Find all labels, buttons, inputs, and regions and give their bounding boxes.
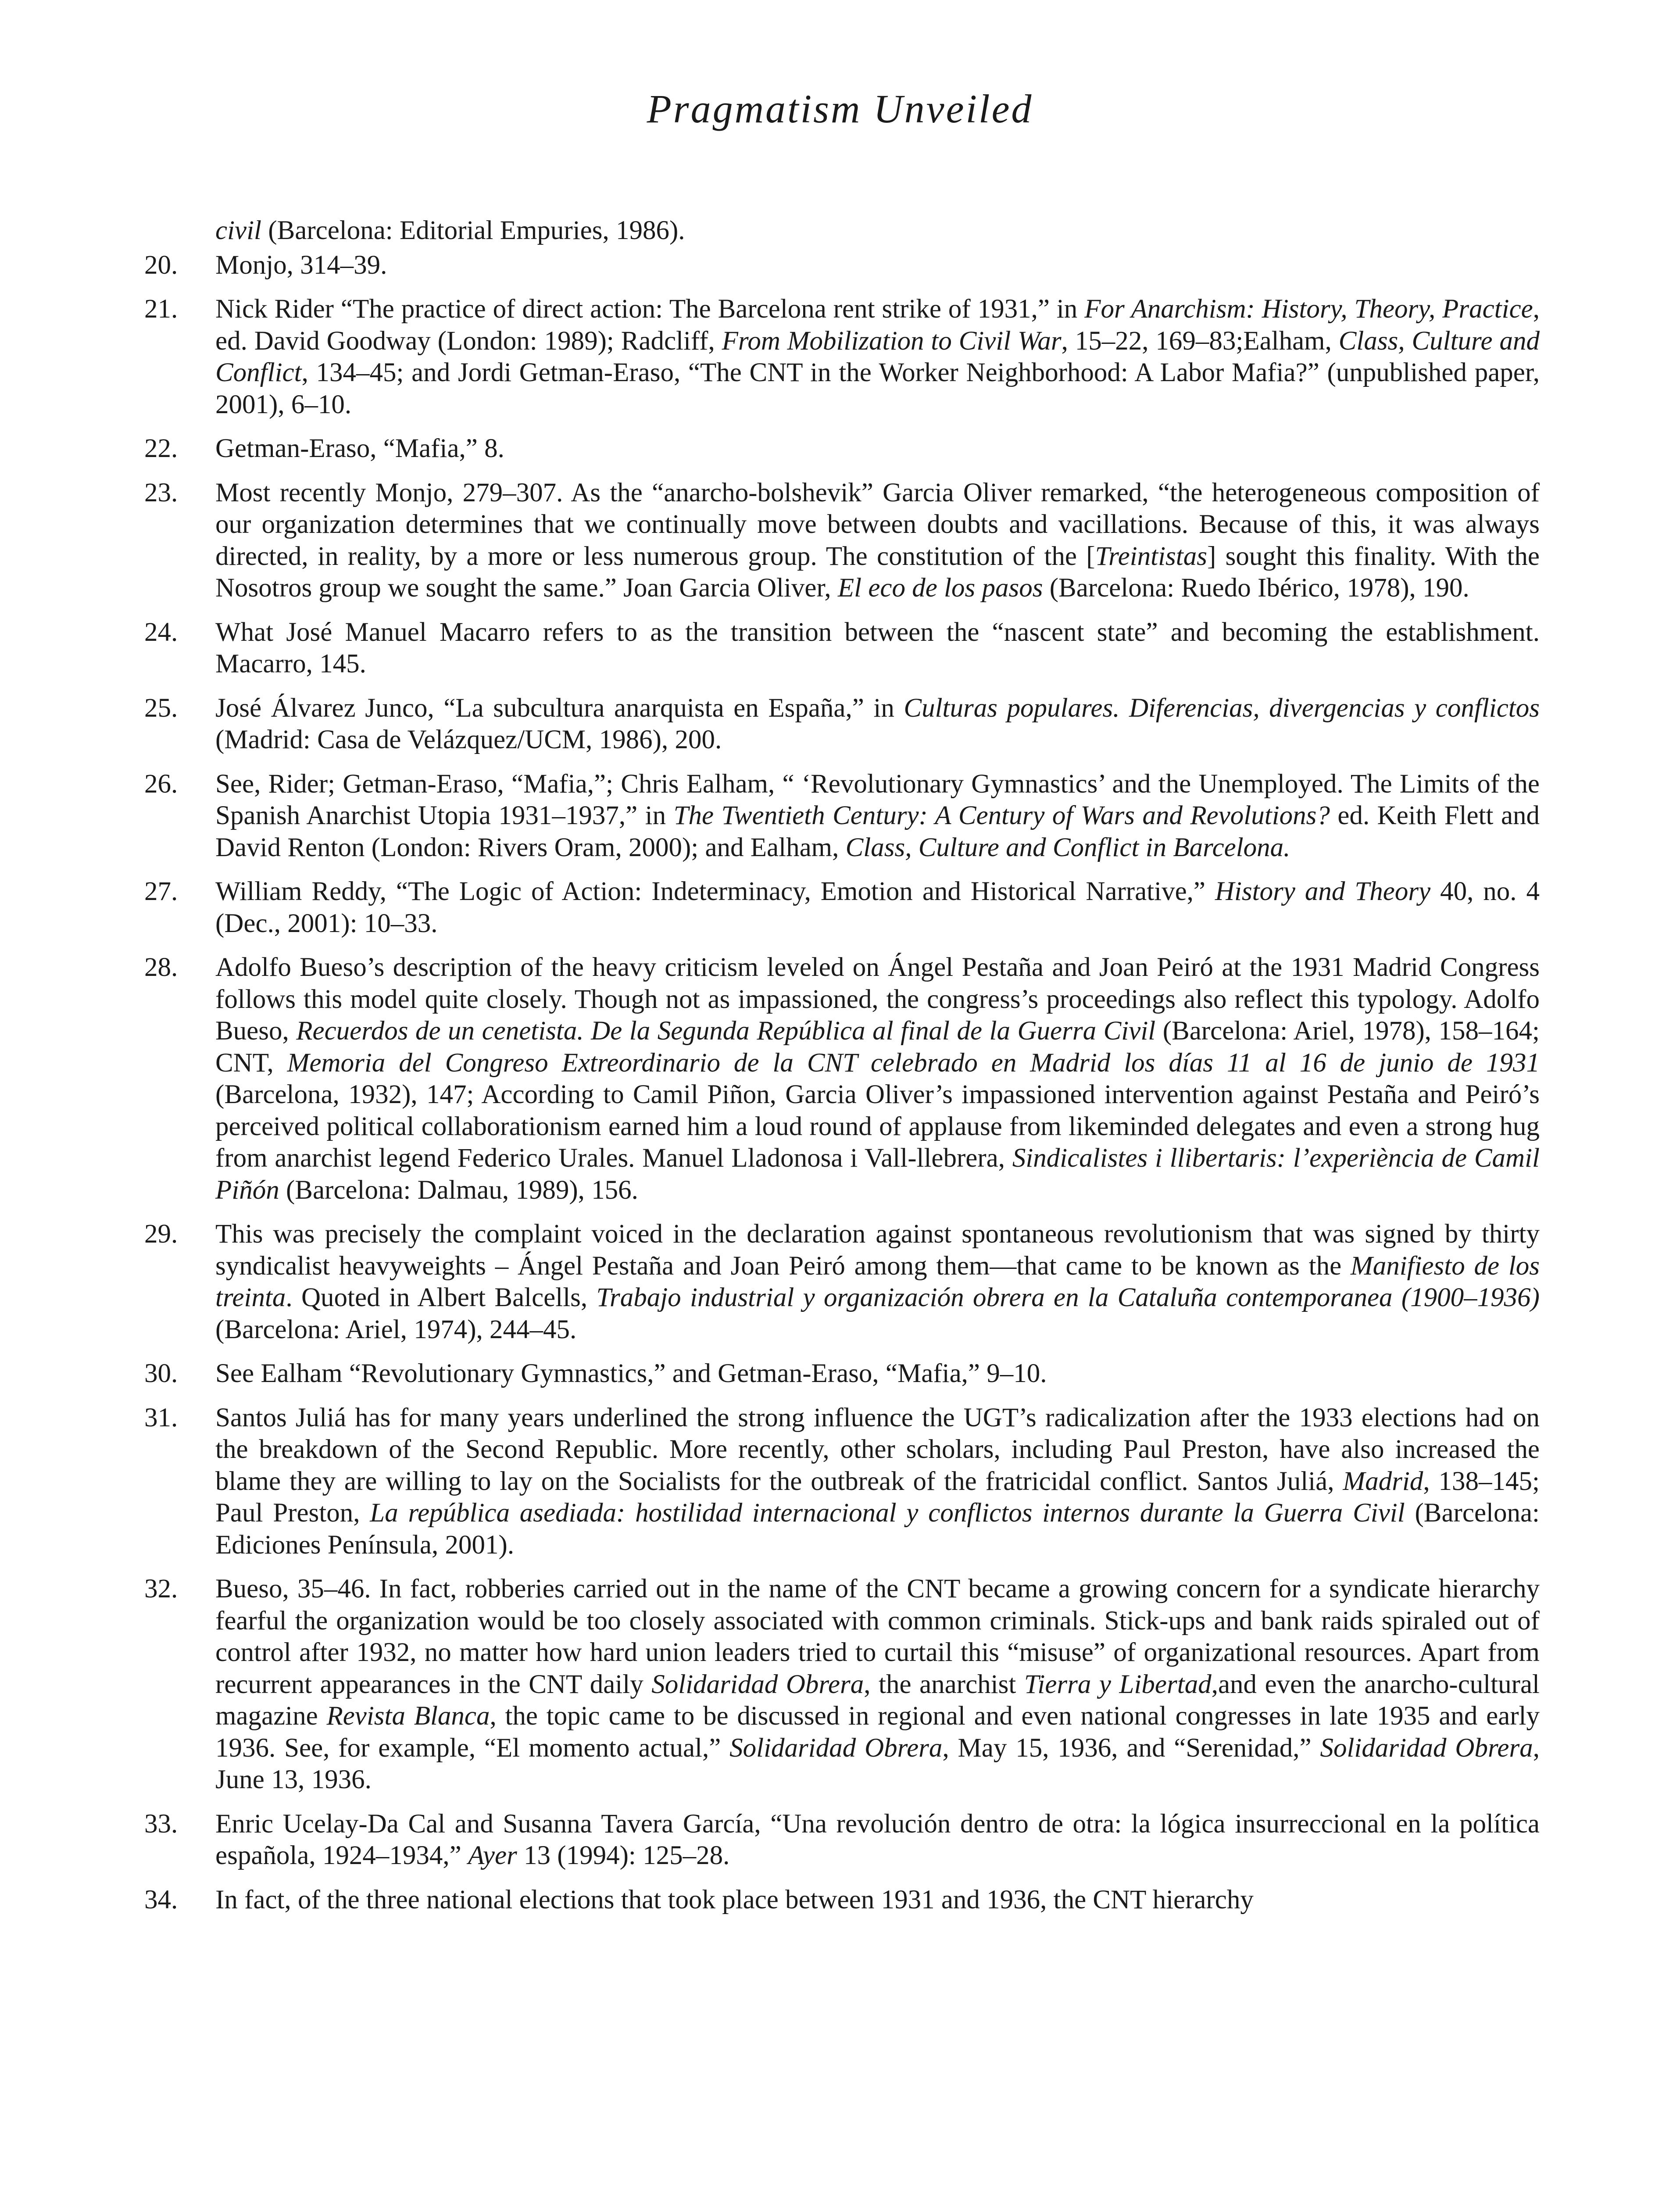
endnote-text: See, Rider; Getman-Eraso, “Mafia,”; Chris Ealham, “ ‘Revolutionary Gymnastics’ and the Unemployed. The Limits of the Spanish Anarchist Utopia 1931–1937,” in The Twentieth Century: A Century of Wars and Revolutions? ed. Keith Flett and David Renton (London: Rivers Oram, 2000); and Ealham, Class, Culture and Conflict in Barcelona. — [215, 769, 1540, 862]
endnote — [144, 250, 1540, 282]
endnote-text: What José Manuel Macarro refers to as the transition between the “nascent state” and becoming the establishment. Macarro, 145. — [215, 617, 1540, 679]
endnote — [144, 1808, 1540, 1872]
endnote-text: Getman-Eraso, “Mafia,” 8. — [215, 434, 504, 463]
endnote-text: Most recently Monjo, 279–307. As the “anarcho-bolshevik” Garcia Oliver remarked, “the heterogeneous composition of our organization determines that we continually move between doubts and vacillations. Because of this, it was always directed, in reality, by a more or less numerous group. The constitution of the [Treintistas] sought this finality. With the Nosotros group we sought the same.” Joan Garcia Oliver, El eco de los pasos (Barcelona: Ruedo Ibérico, 1978), 190. — [215, 478, 1540, 603]
endnote-number: 24. — [144, 617, 178, 647]
endnote-number: 26. — [144, 769, 178, 799]
endnote — [144, 768, 1540, 864]
endnote-text: Nick Rider “The practice of direct action: The Barcelona rent strike of 1931,” in For Anarchism: History, Theory, Practice, ed. David Goodway (London: 1989); Radcliff, From Mobilization to Civil War, 15–22, 169–83;Ealham, Class, Culture and Conflict, 134–45; and Jordi Getman-Eraso, “The CNT in the Worker Neighborhood: A Labor Mafia?” (unpublished paper, 2001), 6–10. — [215, 294, 1540, 419]
endnote-text: Adolfo Bueso’s description of the heavy criticism leveled on Ángel Pestaña and Joan Peiró at the 1931 Madrid Congress follows this model quite closely. Though not as impassioned, the congress’s proceedings also reflect this typology. Adolfo Bueso, Recuerdos de un cenetista. De la Segunda República al final de la Guerra Civil (Barcelona: Ariel, 1978), 158–164; CNT, Memoria del Congreso Extreordinario de la CNT celebrado en Madrid los días 11 al 16 de junio de 1931 (Barcelona, 1932), 147; According to Camil Piñon, Garcia Oliver’s impassioned intervention against Pestaña and Peiró’s perceived political collaborationism earned him a loud round of applause from likeminded delegates and even a strong hug from anarchist legend Federico Urales. Manuel Lladonosa i Vall-llebrera, Sindicalistes i llibertaris: l’experiència de Camil Piñón (Barcelona: Dalmau, 1989), 156. — [215, 953, 1540, 1205]
endnote-text: William Reddy, “The Logic of Action: Indeterminacy, Emotion and Historical Narrative,” History and Theory 40, no. 4 (Dec., 2001): 10–33. — [215, 877, 1540, 938]
endnote-number: 32. — [144, 1574, 178, 1604]
endnote — [144, 952, 1540, 1206]
endnote-number: 22. — [144, 434, 178, 463]
endnote-continuation — [195, 215, 1540, 247]
endnote-number: 33. — [144, 1809, 178, 1839]
endnote-number: 31. — [144, 1403, 178, 1432]
endnote-number: 27. — [144, 877, 178, 906]
endnote — [144, 1402, 1540, 1561]
endnote — [144, 617, 1540, 680]
endnote-text: José Álvarez Junco, “La subcultura anarquista en España,” in Culturas populares. Diferencias, divergencias y conflictos (Madrid: Casa de Velázquez/UCM, 1986), 200. — [215, 693, 1540, 754]
endnote-text: Monjo, 314–39. — [215, 250, 387, 280]
endnote — [144, 1884, 1540, 1916]
endnote — [144, 477, 1540, 604]
endnote-number: 29. — [144, 1219, 178, 1249]
endnote-number: 28. — [144, 953, 178, 982]
running-header: Pragmatism Unveiled — [647, 86, 1033, 131]
endnote-text: In fact, of the three national elections that took place between 1931 and 1936, the CNT hierarchy — [215, 1885, 1254, 1914]
endnote — [144, 1573, 1540, 1796]
endnote-text: Bueso, 35–46. In fact, robberies carried out in the name of the CNT became a growing concern for a syndicate hierarchy fearful the organization would be too closely associated with common criminals. Stick-ups and bank raids spiraled out of control after 1932, no matter how hard union leaders tried to curtail this “misuse” of organizational resources. Apart from recurrent appearances in the CNT daily Solidaridad Obrera, the anarchist Tierra y Libertad,and even the anarcho-cultural magazine Revista Blanca, the topic came to be discussed in regional and even national congresses in late 1935 and early 1936. See, for example, “El momento actual,” Solidaridad Obrera, May 15, 1936, and “Serenidad,” Solidaridad Obrera, June 13, 1936. — [215, 1574, 1540, 1794]
endnote-text: civil (Barcelona: Editorial Empuries, 1986). — [215, 216, 685, 245]
endnote-number: 21. — [144, 294, 178, 324]
endnote-text: See Ealham “Revolutionary Gymnastics,” and Getman-Eraso, “Mafia,” 9–10. — [215, 1359, 1047, 1388]
endnote — [144, 693, 1540, 756]
endnote — [144, 433, 1540, 465]
endnote-number: 34. — [144, 1885, 178, 1914]
endnotes — [144, 215, 1540, 1928]
endnote-number: 20. — [144, 250, 178, 280]
endnote-text: Enric Ucelay-Da Cal and Susanna Tavera García, “Una revolución dentro de otra: la lógica insurreccional en la política española, 1924–1934,” Ayer 13 (1994): 125–28. — [215, 1809, 1540, 1870]
endnote — [144, 293, 1540, 421]
endnote-number: 25. — [144, 693, 178, 723]
endnote-text: This was precisely the complaint voiced in the declaration against spontaneous revolutionism that was signed by thirty syndicalist heavyweights – Ángel Pestaña and Joan Peiró among them—that came to be known as the Manifiesto de los treinta. Quoted in Albert Balcells, Trabajo industrial y organización obrera en la Cataluña contemporanea (1900–1936) (Barcelona: Ariel, 1974), 244–45. — [215, 1219, 1540, 1344]
endnote — [144, 1358, 1540, 1390]
endnote-number: 23. — [144, 478, 178, 507]
endnote-text: Santos Juliá has for many years underlined the strong influence the UGT’s radicalization after the 1933 elections had on the breakdown of the Second Republic. More recently, other scholars, including Paul Preston, have also increased the blame they are willing to lay on the Socialists for the outbreak of the fratricidal conflict. Santos Juliá, Madrid, 138–145; Paul Preston, La república asediada: hostilidad internacional y conflictos internos durante la Guerra Civil (Barcelona: Ediciones Península, 2001). — [215, 1403, 1540, 1560]
endnote-number: 30. — [144, 1359, 178, 1388]
endnote — [144, 876, 1540, 939]
endnote — [144, 1218, 1540, 1346]
